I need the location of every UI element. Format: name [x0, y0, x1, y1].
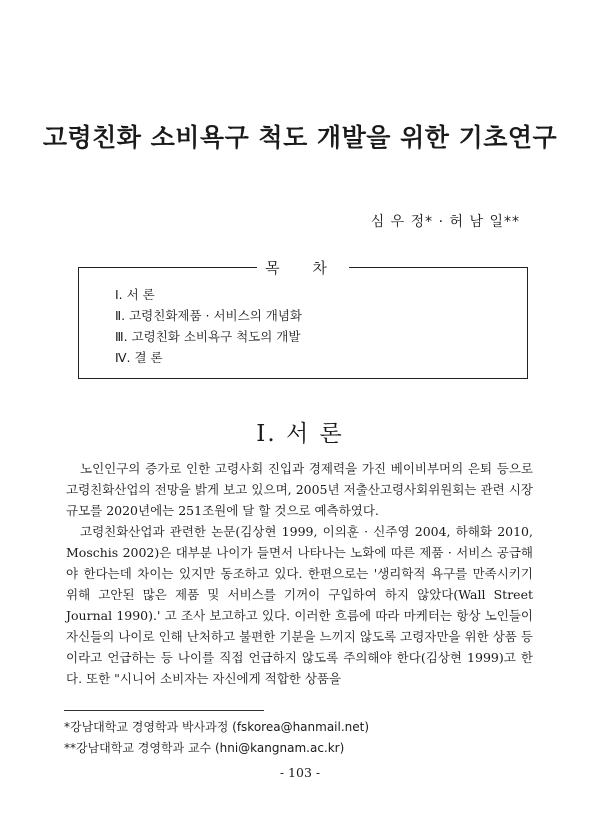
section-heading: Ⅰ. 서 론: [256, 421, 344, 447]
footnote: **강남대학교 경영학과 교수 (hni@kangnam.ac.kr): [64, 741, 345, 755]
toc-item: Ⅰ. 서 론: [115, 287, 155, 302]
body-text: [66, 458, 533, 689]
authors: 심 우 정* · 허 남 일**: [370, 214, 520, 230]
footnote: *강남대학교 경영학과 박사과정 (fskorea@hanmail.net): [64, 720, 370, 734]
toc-list: [115, 284, 302, 368]
footnotes: [64, 717, 369, 759]
toc-item: Ⅱ. 고령친화제품 · 서비스의 개념화: [115, 308, 302, 323]
table-of-contents: [78, 259, 528, 379]
toc-item: Ⅳ. 결 론: [115, 350, 163, 365]
paper-title: 고령친화 소비욕구 척도 개발을 위한 기초연구: [42, 123, 558, 152]
toc-item: Ⅲ. 고령친화 소비욕구 척도의 개발: [115, 329, 301, 344]
paragraph: 고령친화산업과 관련한 논문(김상현 1999, 이의훈 · 신주영 2004, 하해화 2010, Moschis 2002)은 대부분 나이가 들면서 나타나는 노화에 따른 제품 · 서비스 공급해야 한다는데 차이는 있지만 동조하고 있다. 한편으로는 '생리학적 욕구를 만족시키기 위해 고안된 많은 제품 및 서비스를 기꺼이 구입하여 하지 않았다(Wall Street Journal 1990).' 고 조사 보고하고 있다. 이러한 흐름에 따라 마케터는 항상 노인들이 자신들의 나이로 인해 난처하고 불편한 기분을 느끼지 않도록 고령자만을 위한 상품 등이라고 언급하는 등 나이를 직접 언급하지 않도록 주의해야 한다(김상현 1999)고 한다. 또한 "시니어 소비자는 자신에게 적합한 상품을: [66, 524, 533, 686]
paragraph: 노인인구의 증가로 인한 고령사회 진입과 경제력을 가진 베이비부머의 은퇴 등으로 고령친화산업의 전망을 밝게 보고 있으며, 2005년 저출산고령사회위원회는 관련 시장규모를 2020년에는 251조원에 달 할 것으로 예측하였다.: [66, 461, 533, 518]
footnote-divider: [64, 710, 264, 711]
toc-heading: 목 차: [257, 259, 349, 277]
page-number: - 103 -: [279, 765, 321, 780]
